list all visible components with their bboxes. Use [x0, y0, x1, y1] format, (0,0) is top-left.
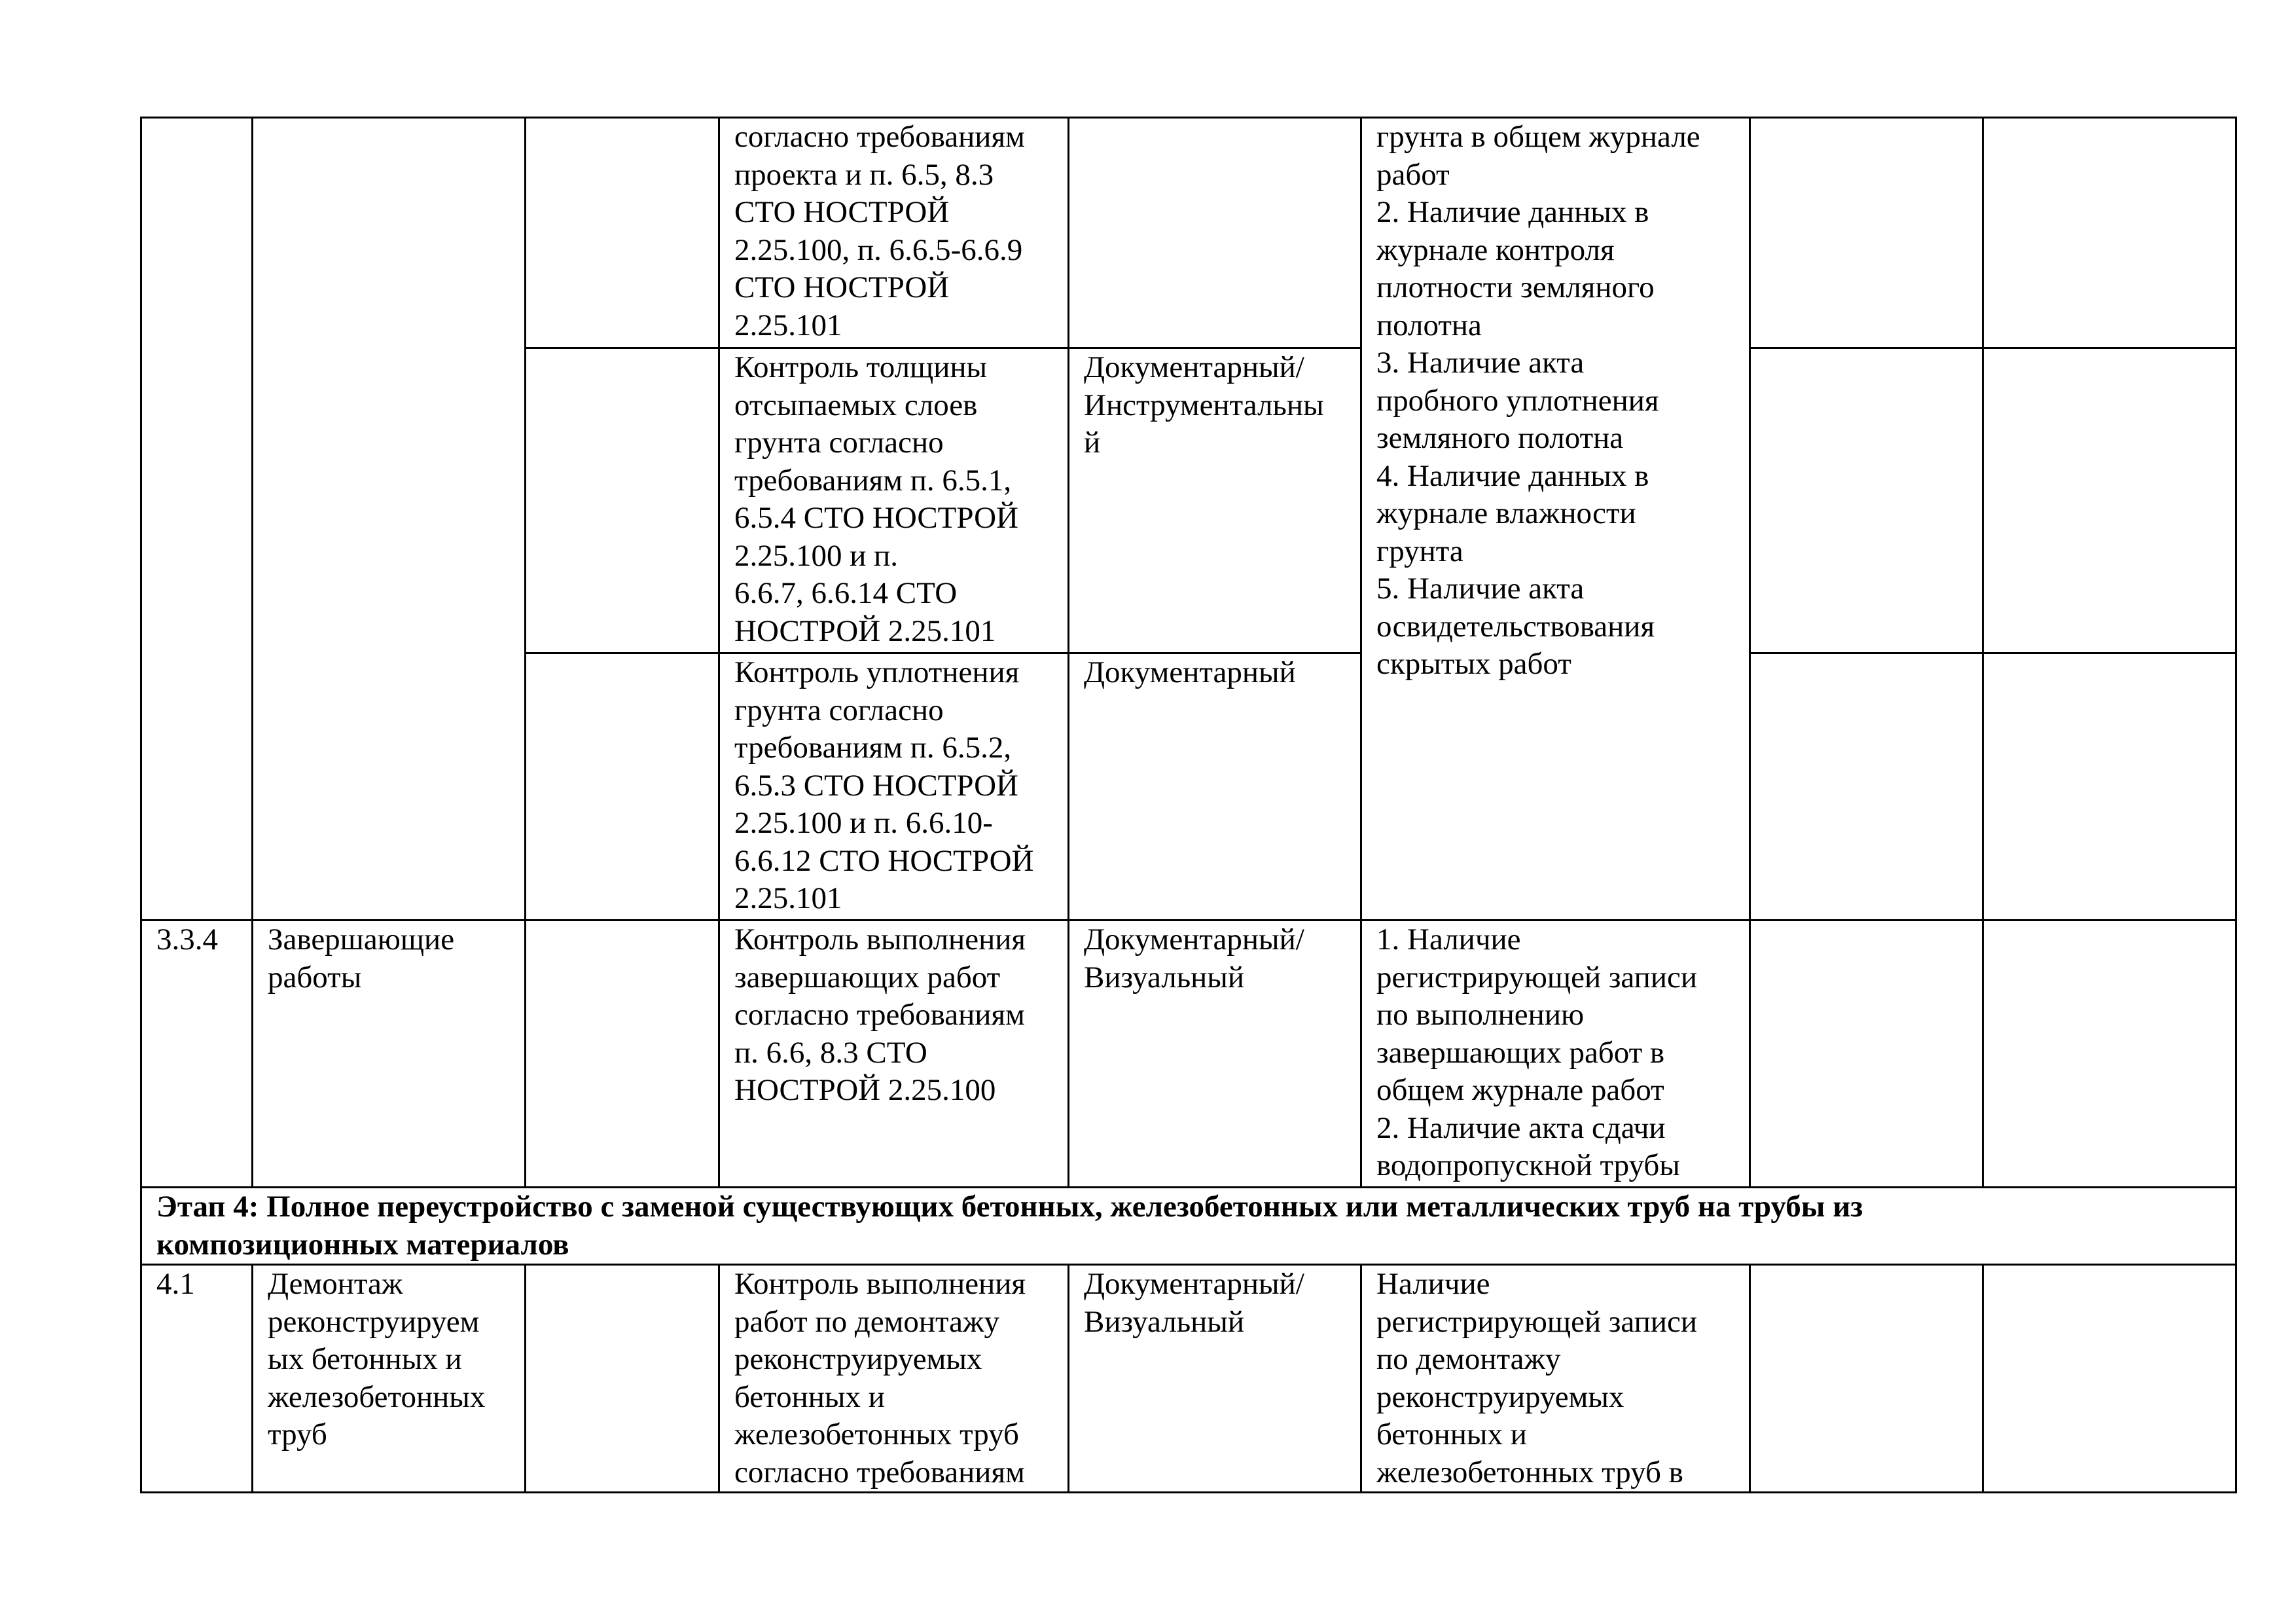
cell-control-text: Контроль выполнения работ по демонтажу реконструируемых бетонных и железобетонных труб согласно требованиям [719, 1265, 1069, 1493]
cell-empty [526, 1265, 719, 1493]
cell-empty [1750, 653, 1983, 921]
cell-number: 3.3.4 [141, 921, 253, 1188]
stage-header-row [141, 1188, 2236, 1265]
cell-empty [1983, 653, 2236, 921]
cell-control-text: Контроль уплотнения грунта согласно требованиям п. 6.5.2, 6.5.3 СТО НОСТРОЙ 2.25.100 и п. 6.6.10- 6.6.12 СТО НОСТРОЙ 2.25.101 [719, 653, 1069, 921]
cell-method: Документарный/ Визуальный [1069, 1265, 1361, 1493]
cell-empty [1983, 921, 2236, 1188]
cell-control-text: Контроль выполнения завершающих работ согласно требованиям п. 6.6, 8.3 СТО НОСТРОЙ 2.25.100 [719, 921, 1069, 1188]
cell-number [141, 118, 253, 921]
cell-control-text: Контроль толщины отсыпаемых слоев грунта согласно требованиям п. 6.5.1, 6.5.4 СТО НОСТРОЙ 2.25.100 и п. 6.6.7, 6.6.14 СТО НОСТРОЙ 2.25.101 [719, 348, 1069, 653]
cell-empty [1983, 1265, 2236, 1493]
cell-documents: Наличие регистрирующей записи по демонтажу реконструируемых бетонных и железобетонных труб в [1361, 1265, 1750, 1493]
cell-number: 4.1 [141, 1265, 253, 1493]
cell-work-name: Демонтаж реконструируем ых бетонных и железобетонных труб [253, 1265, 526, 1493]
cell-method [1069, 118, 1361, 348]
cell-work-name [253, 118, 526, 921]
cell-method: Документарный/ Инструментальны й [1069, 348, 1361, 653]
cell-control-text: согласно требованиям проекта и п. 6.5, 8.3 СТО НОСТРОЙ 2.25.100, п. 6.6.5-6.6.9 СТО НОСТРОЙ 2.25.101 [719, 118, 1069, 348]
cell-empty [1750, 348, 1983, 653]
cell-empty [1983, 348, 2236, 653]
cell-documents: грунта в общем журнале работ 2. Наличие данных в журнале контроля плотности земляного полотна 3. Наличие акта пробного уплотнения земляного полотна 4. Наличие данных в журнале влажности грунта 5. Наличие акта освидетельствования скрытых работ [1361, 118, 1750, 921]
cell-empty [1750, 1265, 1983, 1493]
table-row [141, 921, 2236, 1188]
cell-empty [526, 118, 719, 348]
cell-work-name: Завершающие работы [253, 921, 526, 1188]
table-row [141, 1265, 2236, 1493]
stage-title: Этап 4: Полное переустройство с заменой существующих бетонных, железобетонных или металлических труб на трубы из композиционных материалов [141, 1188, 2236, 1265]
cell-empty [1750, 921, 1983, 1188]
table-row [141, 118, 2236, 348]
cell-empty [1983, 118, 2236, 348]
cell-empty [1750, 118, 1983, 348]
cell-method: Документарный/ Визуальный [1069, 921, 1361, 1188]
cell-empty [526, 653, 719, 921]
cell-empty [526, 348, 719, 653]
cell-method: Документарный [1069, 653, 1361, 921]
cell-empty [526, 921, 719, 1188]
cell-documents: 1. Наличие регистрирующей записи по выполнению завершающих работ в общем журнале работ 2. Наличие акта сдачи водопропускной трубы [1361, 921, 1750, 1188]
inspection-table [140, 117, 2237, 1493]
